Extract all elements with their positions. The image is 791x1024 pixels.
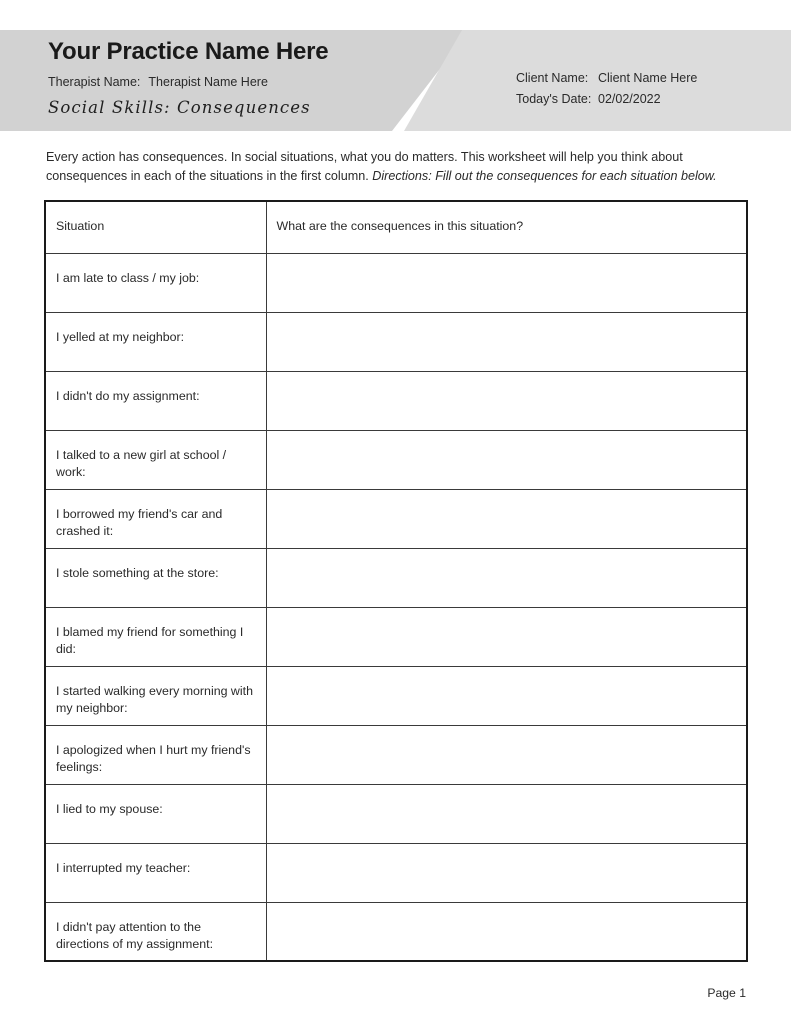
page-footer [0,986,746,1000]
situation-cell: I interrupted my teacher: [45,843,266,902]
table-header [45,201,747,253]
answer-cell[interactable] [266,607,747,666]
situation-cell: I didn't do my assignment: [45,371,266,430]
client-name-value[interactable]: Client Name Here [598,71,698,85]
answer-cell[interactable] [266,843,747,902]
intro-paragraph [46,148,746,185]
table-row [45,548,747,607]
therapist-name-line [48,74,408,90]
intro-body-text: Every action has consequences. In social situations, what you do matters. This worksheet will help you think about consequences in each of the situations in the first column. [46,150,683,183]
answer-cell[interactable] [266,902,747,961]
table-row [45,843,747,902]
situation-cell: I am late to class / my job: [45,253,266,312]
situation-cell: I yelled at my neighbor: [45,312,266,371]
header-left-block [48,38,408,119]
situation-cell: I lied to my spouse: [45,784,266,843]
situation-cell: I apologized when I hurt my friend's feelings: [45,725,266,784]
column-header-situation: Situation [45,201,266,253]
table-row [45,371,747,430]
header-right-block [516,68,697,110]
table-body [45,253,747,961]
table-header-row [45,201,747,253]
table-row [45,489,747,548]
answer-cell[interactable] [266,725,747,784]
header-band [0,30,791,131]
situation-cell: I didn't pay attention to the directions of my assignment: [45,902,266,961]
answer-cell[interactable] [266,489,747,548]
situation-cell: I blamed my friend for something I did: [45,607,266,666]
client-name-line [516,68,697,89]
page-number-label: Page 1 [707,986,746,1000]
intro-directions-text: Directions: Fill out the consequences for each situation below. [372,168,717,183]
answer-cell[interactable] [266,312,747,371]
table-row [45,430,747,489]
therapist-name-label: Therapist Name: [48,75,141,89]
answer-cell[interactable] [266,666,747,725]
column-header-consequences: What are the consequences in this situation? [266,201,747,253]
table-row [45,607,747,666]
table-row [45,725,747,784]
answer-cell[interactable] [266,548,747,607]
situation-cell: I borrowed my friend's car and crashed it: [45,489,266,548]
table-row [45,666,747,725]
practice-name: Your Practice Name Here [48,38,329,65]
situation-cell: I talked to a new girl at school / work: [45,430,266,489]
situation-cell: I stole something at the store: [45,548,266,607]
therapist-name-value[interactable]: Therapist Name Here [148,75,268,89]
table-row [45,784,747,843]
table-row [45,902,747,961]
answer-cell[interactable] [266,430,747,489]
table-row [45,312,747,371]
answer-cell[interactable] [266,371,747,430]
consequences-table [44,200,748,962]
worksheet-subtitle: Social Skills: Consequences [48,98,311,117]
answer-cell[interactable] [266,784,747,843]
todays-date-value[interactable]: 02/02/2022 [598,92,661,106]
client-name-label: Client Name: [516,71,589,85]
situation-cell: I started walking every morning with my neighbor: [45,666,266,725]
table-row [45,253,747,312]
answer-cell[interactable] [266,253,747,312]
todays-date-label: Today's Date: [516,92,592,106]
todays-date-line [516,89,697,110]
